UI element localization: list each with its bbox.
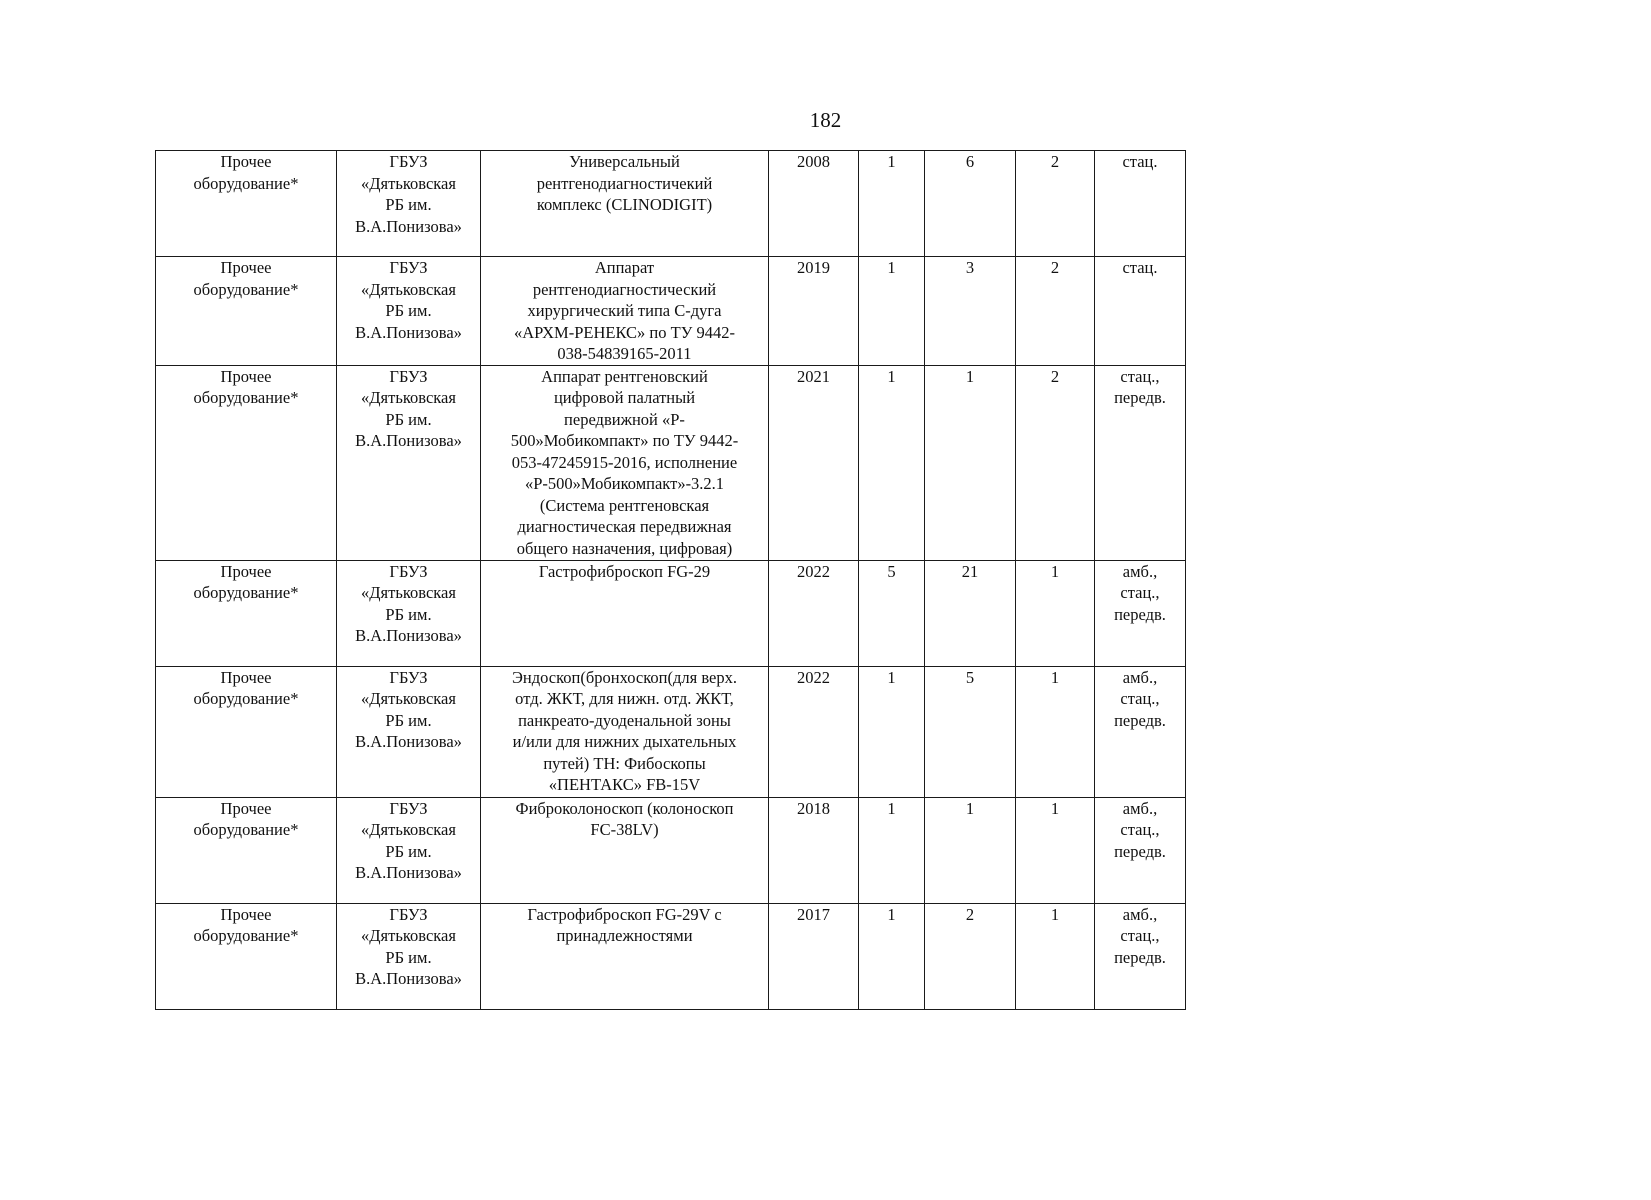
value-b-cell: 1 [1016, 666, 1095, 797]
organization-cell: ГБУЗ «Дятьковская РБ им. В.А.Понизова» [337, 365, 481, 560]
equipment-cell: Аппарат рентгеновский цифровой палатный передвижной «Р- 500»Мобикомпакт» по ТУ 9442- 053-47245915-2016, исполнение «Р-500»Мобикомпакт»-3.2.1 (Система рентгеновская диагностическая передвижная общего назначения, цифровая) [481, 365, 769, 560]
value-a-cell: 5 [925, 666, 1016, 797]
equipment-cell: Гастрофиброскоп FG-29 [481, 560, 769, 666]
category-cell: Прочее оборудование* [156, 666, 337, 797]
year-cell: 2022 [769, 666, 859, 797]
value-b-cell: 2 [1016, 365, 1095, 560]
table-row [156, 257, 1186, 366]
value-b-cell: 1 [1016, 560, 1095, 666]
value-a-cell: 6 [925, 151, 1016, 257]
mode-cell: амб., стац., передв. [1095, 666, 1186, 797]
category-cell: Прочее оборудование* [156, 797, 337, 903]
table-row [156, 151, 1186, 257]
value-b-cell: 2 [1016, 257, 1095, 366]
value-a-cell: 1 [925, 797, 1016, 903]
quantity-cell: 1 [859, 666, 925, 797]
quantity-cell: 1 [859, 365, 925, 560]
mode-cell: стац., передв. [1095, 365, 1186, 560]
quantity-cell: 1 [859, 151, 925, 257]
table-row [156, 666, 1186, 797]
value-a-cell: 3 [925, 257, 1016, 366]
year-cell: 2021 [769, 365, 859, 560]
year-cell: 2008 [769, 151, 859, 257]
year-cell: 2018 [769, 797, 859, 903]
table-row [156, 365, 1186, 560]
year-cell: 2017 [769, 903, 859, 1009]
year-cell: 2019 [769, 257, 859, 366]
table-row [156, 560, 1186, 666]
year-cell: 2022 [769, 560, 859, 666]
equipment-cell: Фиброколоноскоп (колоноскоп FC-38LV) [481, 797, 769, 903]
table-body [156, 151, 1186, 1010]
mode-cell: амб., стац., передв. [1095, 903, 1186, 1009]
organization-cell: ГБУЗ «Дятьковская РБ им. В.А.Понизова» [337, 151, 481, 257]
organization-cell: ГБУЗ «Дятьковская РБ им. В.А.Понизова» [337, 560, 481, 666]
category-cell: Прочее оборудование* [156, 560, 337, 666]
quantity-cell: 1 [859, 903, 925, 1009]
mode-cell: стац. [1095, 151, 1186, 257]
value-b-cell: 1 [1016, 797, 1095, 903]
organization-cell: ГБУЗ «Дятьковская РБ им. В.А.Понизова» [337, 257, 481, 366]
mode-cell: амб., стац., передв. [1095, 797, 1186, 903]
mode-cell: стац. [1095, 257, 1186, 366]
quantity-cell: 1 [859, 797, 925, 903]
value-a-cell: 21 [925, 560, 1016, 666]
equipment-table [155, 150, 1186, 1010]
equipment-cell: Гастрофиброскоп FG-29V с принадлежностями [481, 903, 769, 1009]
page-number: 182 [809, 108, 842, 132]
category-cell: Прочее оборудование* [156, 257, 337, 366]
category-cell: Прочее оборудование* [156, 365, 337, 560]
quantity-cell: 1 [859, 257, 925, 366]
equipment-cell: Аппарат рентгенодиагностический хирургический типа С-дуга «АРХМ-РЕНЕКС» по ТУ 9442- 038-54839165-2011 [481, 257, 769, 366]
category-cell: Прочее оборудование* [156, 151, 337, 257]
category-cell: Прочее оборудование* [156, 903, 337, 1009]
value-b-cell: 2 [1016, 151, 1095, 257]
quantity-cell: 5 [859, 560, 925, 666]
mode-cell: амб., стац., передв. [1095, 560, 1186, 666]
equipment-cell: Универсальный рентгенодиагностичекий комплекс (CLINODIGIT) [481, 151, 769, 257]
equipment-cell: Эндоскоп(бронхоскоп(для верх. отд. ЖКТ, для нижн. отд. ЖКТ, панкреато-дуоденальной зоны и/или для нижних дыхательных путей) ТН: Фибоскопы «ПЕНТАКС» FB-15V [481, 666, 769, 797]
value-b-cell: 1 [1016, 903, 1095, 1009]
organization-cell: ГБУЗ «Дятьковская РБ им. В.А.Понизова» [337, 903, 481, 1009]
table-row [156, 903, 1186, 1009]
organization-cell: ГБУЗ «Дятьковская РБ им. В.А.Понизова» [337, 797, 481, 903]
value-a-cell: 2 [925, 903, 1016, 1009]
table-row [156, 797, 1186, 903]
organization-cell: ГБУЗ «Дятьковская РБ им. В.А.Понизова» [337, 666, 481, 797]
value-a-cell: 1 [925, 365, 1016, 560]
